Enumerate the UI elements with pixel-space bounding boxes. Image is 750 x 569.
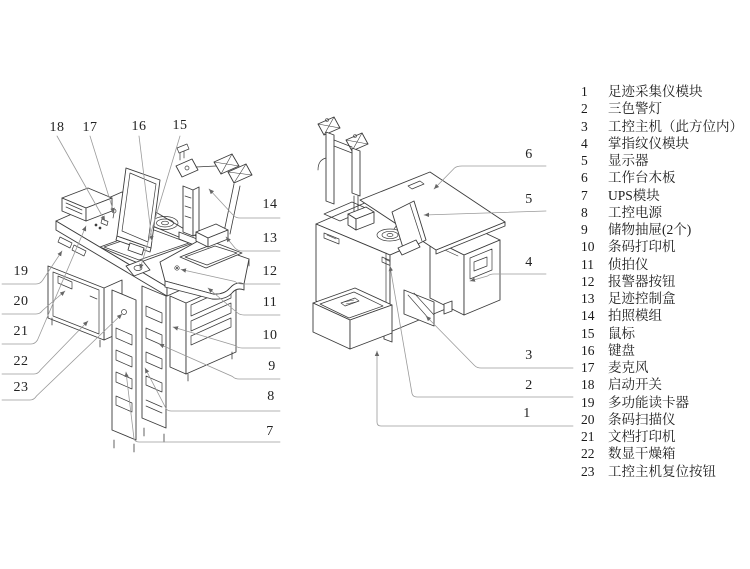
legend-row [581, 238, 749, 255]
legend-item-label: 侦拍仪 [608, 256, 649, 272]
legend-row [581, 290, 749, 307]
legend-item-label: 足迹控制盒 [608, 291, 676, 306]
figure-left-workstation [48, 144, 252, 452]
legend-item-number: 20 [581, 411, 595, 427]
legend-item-number: 8 [581, 204, 588, 220]
legend-item-number: 14 [581, 308, 595, 324]
rack-column-power [142, 286, 166, 428]
callout-number-right-2: 2 [525, 378, 533, 393]
legend-item-number: 9 [581, 222, 588, 237]
callout-number-left-11: 11 [262, 295, 278, 310]
legend-row [581, 273, 749, 290]
callout-number-right-4: 4 [525, 255, 533, 270]
legend-item-label: 工控主机复位按钮 [608, 463, 716, 479]
callout-number-left-19: 19 [13, 264, 29, 279]
legend-row [581, 118, 749, 135]
callout-number-right-5: 5 [525, 192, 533, 207]
legend-item-label: 文档打印机 [608, 429, 676, 444]
legend-item-number: 1 [581, 84, 588, 99]
callout-number-left-23: 23 [13, 380, 29, 395]
legend-item-number: 19 [581, 394, 595, 410]
callout-number-left-13: 13 [262, 231, 278, 246]
legend-item-label: 掌指纹仪模块 [608, 135, 689, 151]
legend-row [581, 221, 749, 238]
callout-number-left-22: 22 [13, 354, 29, 369]
legend-row [581, 135, 749, 152]
callout-number-left-16: 16 [131, 119, 147, 134]
legend-item-label: 工作台木板 [608, 170, 676, 186]
legend-row [581, 463, 749, 480]
legend-item-label: 三色警灯 [608, 101, 662, 117]
legend-item-number: 18 [581, 377, 595, 393]
legend-item-label: 拍照模组 [608, 308, 662, 324]
legend-item-label: 工控电源 [608, 204, 662, 220]
legend-item-number: 17 [581, 360, 595, 375]
callout-number-left-18: 18 [49, 120, 65, 135]
callout-number-right-1: 1 [523, 406, 531, 421]
legend-item-number: 16 [581, 342, 595, 358]
legend-row [581, 342, 749, 359]
legend-row [581, 256, 749, 273]
callout-number-left-10: 10 [262, 328, 278, 343]
legend-item-number: 5 [581, 153, 588, 168]
legend-item-label: 足迹采集仪模块 [608, 84, 703, 99]
legend-item-label: 储物抽屉(2个) [608, 222, 692, 237]
callout-number-left-17: 17 [82, 120, 98, 135]
figure-right-workstation [313, 117, 505, 349]
legend-row [581, 100, 749, 117]
legend-item-label: 麦克风 [608, 360, 649, 375]
legend-item-number: 15 [581, 325, 595, 341]
legend-row [581, 204, 749, 221]
legend-row [581, 169, 749, 186]
callout-number-left-7: 7 [266, 424, 274, 439]
legend-item-label: 条码扫描仪 [608, 411, 676, 427]
callout-number-left-14: 14 [262, 197, 278, 212]
support-rod [224, 184, 234, 232]
callout-number-left-15: 15 [172, 118, 188, 133]
legend-item-label: 工控主机（此方位内） [608, 118, 743, 134]
legend-row [581, 359, 749, 376]
legend-item-number: 21 [581, 429, 595, 444]
legend-row [581, 152, 749, 169]
legend-item-number: 2 [581, 101, 588, 117]
legend-item-label: 数显干燥箱 [608, 446, 676, 462]
legend-item-number: 3 [581, 118, 588, 134]
legend-item-number: 6 [581, 170, 588, 186]
legend-item-label: UPS模块 [608, 187, 660, 203]
legend-item-number: 10 [581, 239, 595, 255]
legend-item-label: 键盘 [608, 342, 635, 358]
callout-number-left-8: 8 [267, 389, 275, 404]
legend-item-number: 22 [581, 446, 595, 462]
legend-item-label: 多功能读卡器 [608, 394, 689, 410]
legend-item-label: 启动开关 [608, 377, 662, 393]
legend-item-label: 鼠标 [608, 325, 635, 341]
callout-number-left-12: 12 [262, 264, 278, 279]
callout-number-right-3: 3 [525, 348, 533, 363]
legend-row [581, 411, 749, 428]
rack-column-ups [112, 290, 136, 440]
legend-item-number: 4 [581, 135, 588, 151]
legend-row [581, 325, 749, 342]
footprint-control-box [196, 224, 228, 247]
legend-item-label: 条码打印机 [608, 239, 676, 255]
legend-item-number: 23 [581, 463, 595, 479]
legend-item-number: 7 [581, 187, 588, 203]
legend-row [581, 394, 749, 411]
callout-number-left-21: 21 [13, 324, 29, 339]
legend-row [581, 83, 749, 100]
legend-item-number: 12 [581, 273, 595, 289]
legend [581, 83, 749, 480]
callout-number-left-9: 9 [268, 359, 276, 374]
legend-item-label: 报警器按钮 [608, 273, 676, 289]
legend-item-number: 13 [581, 291, 595, 306]
callout-number-left-20: 20 [13, 294, 29, 309]
legend-row [581, 307, 749, 324]
legend-row [581, 445, 749, 462]
left-cabinet-drying-box [48, 266, 122, 340]
legend-item-number: 11 [581, 256, 594, 272]
legend-row [581, 428, 749, 445]
legend-row [581, 187, 749, 204]
legend-row [581, 376, 749, 393]
callout-number-right-6: 6 [525, 147, 533, 162]
legend-item-label: 显示器 [608, 153, 649, 168]
